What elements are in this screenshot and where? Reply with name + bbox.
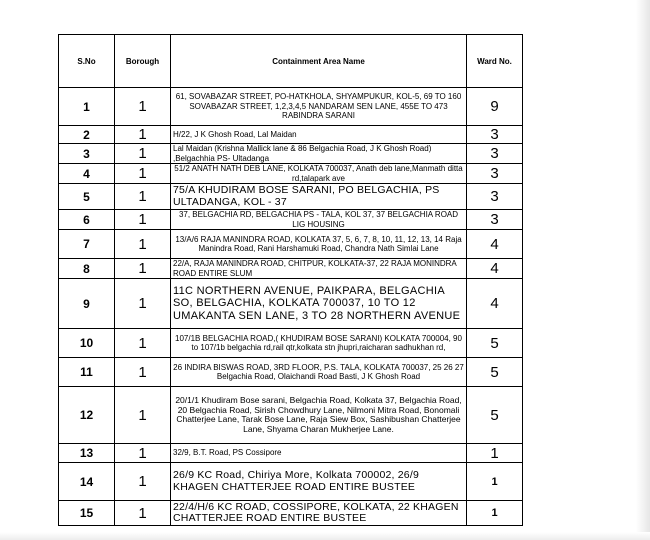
table-row xyxy=(59,463,523,501)
cell-ward: 3 xyxy=(467,164,523,184)
cell-area: 13/A/6 RAJA MANINDRA ROAD, KOLKATA 37, 5, 6, 7, 8, 10, 11, 12, 13, 14 Raja Manindra Road, Rani Harshamuki Road, Chandra Nath Simlai Lane xyxy=(171,230,467,259)
cell-area: 32/9, B.T. Road, PS Cossipore xyxy=(171,444,467,463)
cell-ward: 4 xyxy=(467,230,523,259)
cell-borough: 1 xyxy=(115,230,171,259)
cell-sno: 5 xyxy=(59,184,115,210)
table-row xyxy=(59,126,523,144)
cell-borough: 1 xyxy=(115,387,171,444)
cell-sno: 2 xyxy=(59,126,115,144)
cell-sno: 9 xyxy=(59,279,115,329)
cell-sno: 10 xyxy=(59,329,115,358)
cell-borough: 1 xyxy=(115,144,171,164)
header-area: Containment Area Name xyxy=(171,35,467,88)
page-edge-shadow xyxy=(636,0,650,540)
cell-sno: 6 xyxy=(59,210,115,230)
cell-borough: 1 xyxy=(115,126,171,144)
cell-area: 22/4/H/6 KC ROAD, COSSIPORE, KOLKATA, 22 KHAGEN CHATTERJEE ROAD ENTIRE BUSTEE xyxy=(171,501,467,526)
cell-borough: 1 xyxy=(115,279,171,329)
table-row xyxy=(59,164,523,184)
table-row xyxy=(59,387,523,444)
cell-area: 26 INDIRA BISWAS ROAD, 3RD FLOOR, P.S. TALA, KOLKATA 700037, 25 26 27 Belgachia Road, Olaichandi Road Basti, J K Ghosh Road xyxy=(171,358,467,387)
cell-area: 75/A KHUDIRAM BOSE SARANI, PO BELGACHIA, PS ULTADANGA, KOL - 37 xyxy=(171,184,467,210)
table-row xyxy=(59,184,523,210)
cell-ward: 3 xyxy=(467,144,523,164)
cell-ward: 3 xyxy=(467,184,523,210)
cell-ward: 4 xyxy=(467,259,523,279)
cell-ward: 1 xyxy=(467,444,523,463)
cell-sno: 13 xyxy=(59,444,115,463)
table-row xyxy=(59,210,523,230)
table-row xyxy=(59,144,523,164)
header-ward: Ward No. xyxy=(467,35,523,88)
cell-borough: 1 xyxy=(115,358,171,387)
cell-sno: 7 xyxy=(59,230,115,259)
cell-area: 107/1B BELGACHIA ROAD,( KHUDIRAM BOSE SARANI) KOLKATA 700004, 90 to 107/1b belgachia rd,rail qtr,kolkata stn jhupri,raicharan sadhukhan rd, xyxy=(171,329,467,358)
cell-area: 26/9 KC Road, Chiriya More, Kolkata 700002, 26/9 KHAGEN CHATTERJEE ROAD ENTIRE BUSTEE xyxy=(171,463,467,501)
table-row xyxy=(59,444,523,463)
table-header-row xyxy=(59,35,523,88)
cell-ward: 5 xyxy=(467,329,523,358)
cell-ward: 5 xyxy=(467,358,523,387)
cell-sno: 12 xyxy=(59,387,115,444)
cell-borough: 1 xyxy=(115,329,171,358)
cell-sno: 11 xyxy=(59,358,115,387)
cell-area: 61, SOVABAZAR STREET, PO-HATKHOLA, SHYAMPUKUR, KOL-5, 69 TO 160 SOVABAZAR STREET, 1,2,3,4,5 NANDARAM SEN LANE, 455E TO 473 RABINDRA SARANI xyxy=(171,88,467,126)
table-row xyxy=(59,259,523,279)
cell-sno: 4 xyxy=(59,164,115,184)
cell-ward: 5 xyxy=(467,387,523,444)
cell-sno: 8 xyxy=(59,259,115,279)
cell-ward: 9 xyxy=(467,88,523,126)
cell-borough: 1 xyxy=(115,259,171,279)
header-sno: S.No xyxy=(59,35,115,88)
cell-area: 51/2 ANATH NATH DEB LANE, KOLKATA 700037, Anath deb lane,Manmath ditta rd,talapark ave xyxy=(171,164,467,184)
table-row xyxy=(59,230,523,259)
cell-area: 37, BELGACHIA RD, BELGACHIA PS - TALA, KOL 37, 37 BELGACHIA ROAD LIG HOUSING xyxy=(171,210,467,230)
cell-ward: 3 xyxy=(467,126,523,144)
table-row xyxy=(59,279,523,329)
page-bottom-edge xyxy=(0,532,650,540)
cell-area: Lal Maidan (Krishna Mallick lane & 86 Belgachia Road, J K Ghosh Road) ,Belgachhia PS- Ultadanga xyxy=(171,144,467,164)
cell-borough: 1 xyxy=(115,88,171,126)
cell-ward: 1 xyxy=(467,501,523,526)
cell-area: 22/A, RAJA MANINDRA ROAD, CHITPUR, KOLKATA-37, 22 RAJA MONINDRA ROAD ENTIRE SLUM xyxy=(171,259,467,279)
cell-sno: 14 xyxy=(59,463,115,501)
cell-ward: 3 xyxy=(467,210,523,230)
cell-borough: 1 xyxy=(115,164,171,184)
table-row xyxy=(59,329,523,358)
cell-borough: 1 xyxy=(115,210,171,230)
cell-sno: 15 xyxy=(59,501,115,526)
cell-area: H/22, J K Ghosh Road, Lal Maidan xyxy=(171,126,467,144)
cell-area: 20/1/1 Khudiram Bose sarani, Belgachia Road, Kolkata 37, Belgachia Road, 20 Belgachia Road, Sirish Chowdhury Lane, Nilmoni Mitra Road, Bonomali Chatterjee Lane, Tarak Bose Lane, Raja Siew Box, Sashibushan Chatterjee Lane, Shyama Charan Mukherjee Lane. xyxy=(171,387,467,444)
cell-ward: 4 xyxy=(467,279,523,329)
header-borough: Borough xyxy=(115,35,171,88)
cell-borough: 1 xyxy=(115,184,171,210)
cell-borough: 1 xyxy=(115,463,171,501)
containment-table xyxy=(58,34,523,526)
table-row xyxy=(59,88,523,126)
cell-borough: 1 xyxy=(115,501,171,526)
cell-area: 11C NORTHERN AVENUE, PAIKPARA, BELGACHIA SO, BELGACHIA, KOLKATA 700037, 10 TO 12 UMAKANTA SEN LANE, 3 TO 28 NORTHERN AVENUE xyxy=(171,279,467,329)
table-row xyxy=(59,501,523,526)
table-row xyxy=(59,358,523,387)
cell-sno: 3 xyxy=(59,144,115,164)
cell-ward: 1 xyxy=(467,463,523,501)
cell-borough: 1 xyxy=(115,444,171,463)
cell-sno: 1 xyxy=(59,88,115,126)
